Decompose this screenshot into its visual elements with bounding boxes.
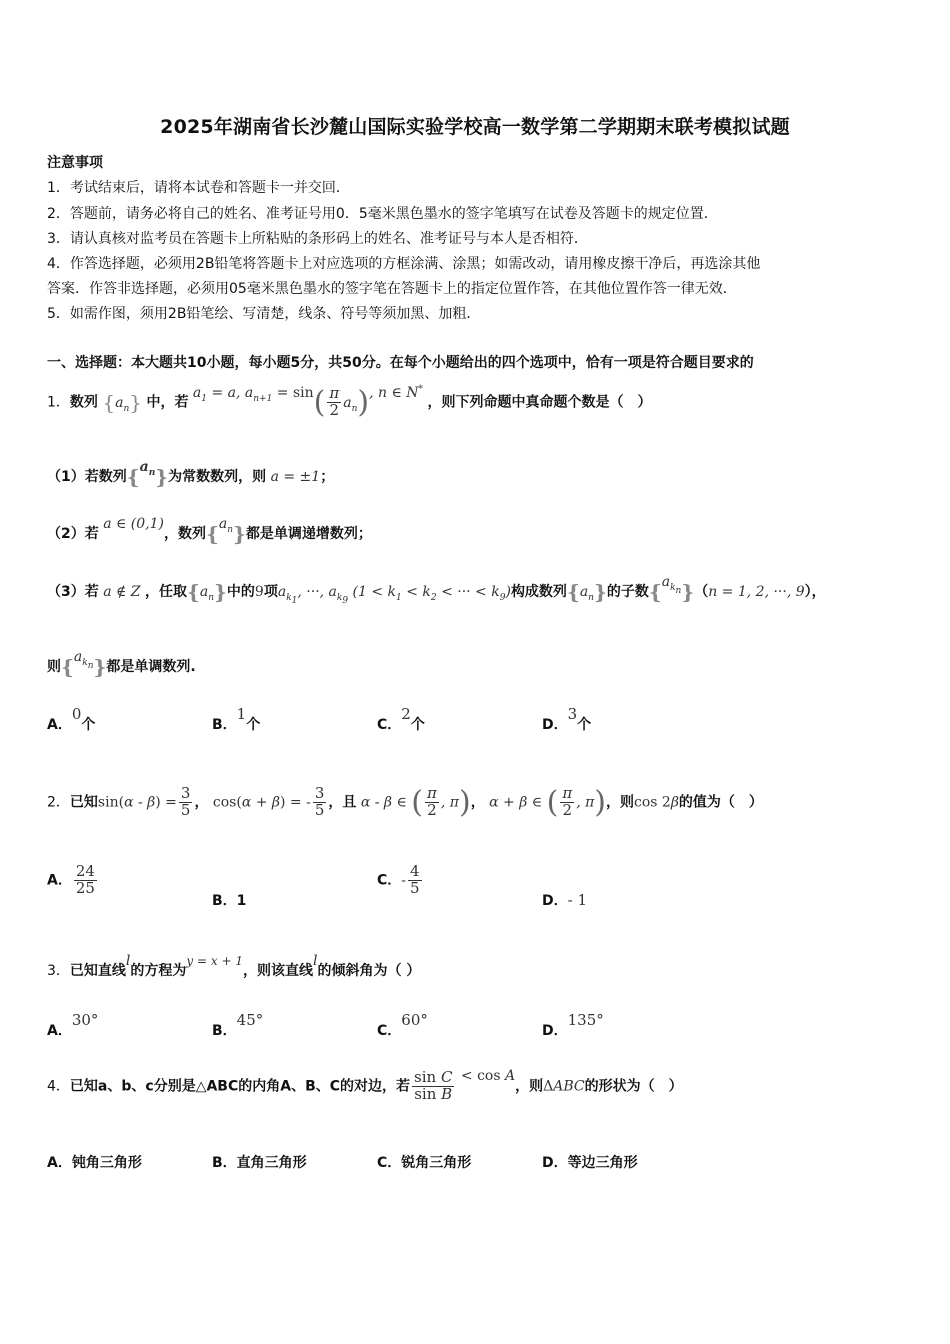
notice-item: 4．作答选择题，必须用2B铅笔将答题卡上对应选项的方框涂满、涂黑；如需改动，请用橡皮擦干净后，再选涂其他 — [47, 256, 761, 272]
question-2-stem: 2．已知sin(α - β) = $\frac{3}{5}$ ， cos(α + β) = - $\frac{3}{5}$ ，且 α - β ∈ ( $\frac{\pi}{2}$ , π)， α + β ∈ ( $\frac{\pi}{2}$ , π)，则cos 2β的值为（ ） — [47, 784, 763, 820]
question-1-stem: 1．数列 $\{a_n\}$ 中，若 $a_1 = a$, $a_{n+1} = \sin$( $\frac{\pi}{2}$ $a_n$), n ∈ N* ，则下列命题中真命题个数是（ ） — [47, 383, 652, 420]
notice-item: 答案．作答非选择题，必须用05毫米黑色墨水的签字笔在答题卡上的指定位置作答，在其他位置作答一律无效． — [47, 281, 737, 297]
question-2-option-a[interactable]: A． $\frac{24}{25}$ — [47, 862, 95, 897]
question-1-statement-2: （2）若 a ∈ (0,1)，数列$\{a_n\}$都是单调递增数列； — [47, 516, 372, 546]
question-1-statement-1: （1）若数列$\{a_n\}$为常数数列，则 a = ±1； — [47, 459, 335, 489]
notice-heading: 注意事项 — [47, 155, 103, 171]
question-3-option-d[interactable]: D．135° — [542, 1011, 604, 1039]
notice-item: 1．考试结束后，请将本试卷和答题卡一并交回． — [47, 180, 350, 196]
page-title: 2025年湖南省长沙麓山国际实验学校高一数学第二学期期末联考模拟试题 — [160, 116, 790, 138]
question-1-option-c[interactable]: C．2个 — [377, 705, 425, 733]
question-3-stem: 3．已知直线l的方程为y = x + 1，则该直线l的倾斜角为（ ） — [47, 953, 421, 979]
question-1-statement-3: （3）若 a ∉ Z ，任取$\{a_n\}$中的9项$a_{k_1}$, ···, $a_{k_9}$ ($1 < k_1 < k_2$ < ··· < $k_9$)构成数列$\{a_n\}$的子数$\{a_{k_n}\}(n = 1$, 2, ···, 9）， — [47, 574, 826, 606]
question-4-stem: 4．已知a、b、c分别是△ABC的内角A、B、C的对边，若 $\frac{\text{sin C}}{\text{sin B}}$ < cos A，则ΔABC的形状为（ ） — [47, 1068, 683, 1103]
question-2-option-d[interactable]: D．- 1 — [542, 891, 588, 909]
question-4-option-a[interactable]: A．钝角三角形 — [47, 1155, 142, 1171]
question-2-option-b[interactable]: B．1 — [212, 893, 247, 909]
question-3-option-b[interactable]: B．45° — [212, 1011, 264, 1039]
question-2-option-c[interactable]: C．- $\frac{4}{5}$ — [377, 862, 420, 897]
question-1-option-d[interactable]: D．3个 — [542, 705, 592, 733]
question-3-option-a[interactable]: A．30° — [47, 1011, 99, 1039]
question-3-option-c[interactable]: C．60° — [377, 1011, 428, 1039]
question-4-option-d[interactable]: D．等边三角形 — [542, 1155, 638, 1171]
notice-item: 3．请认真核对监考员在答题卡上所粘贴的条形码上的姓名、准考证号与本人是否相符． — [47, 231, 588, 247]
notice-item: 5．如需作图，须用2B铅笔绘、写清楚，线条、符号等须加黑、加粗． — [47, 306, 481, 322]
notice-item: 2．答题前，请务必将自己的姓名、准考证号用0．5毫米黑色墨水的签字笔填写在试卷及答题卡的规定位置． — [47, 206, 718, 222]
question-1-option-a[interactable]: A．0个 — [47, 705, 96, 733]
question-1-option-b[interactable]: B．1个 — [212, 705, 261, 733]
question-4-option-c[interactable]: C．锐角三角形 — [377, 1155, 472, 1171]
question-4-option-b[interactable]: B．直角三角形 — [212, 1155, 307, 1171]
section-heading: 一、选择题：本大题共10小题，每小题5分，共50分。在每个小题给出的四个选项中，恰有一项是符合题目要求的 — [47, 355, 754, 371]
question-1-statement-3-cont: 则$\{a_{k_n}\}$都是单调数列. — [47, 649, 196, 679]
